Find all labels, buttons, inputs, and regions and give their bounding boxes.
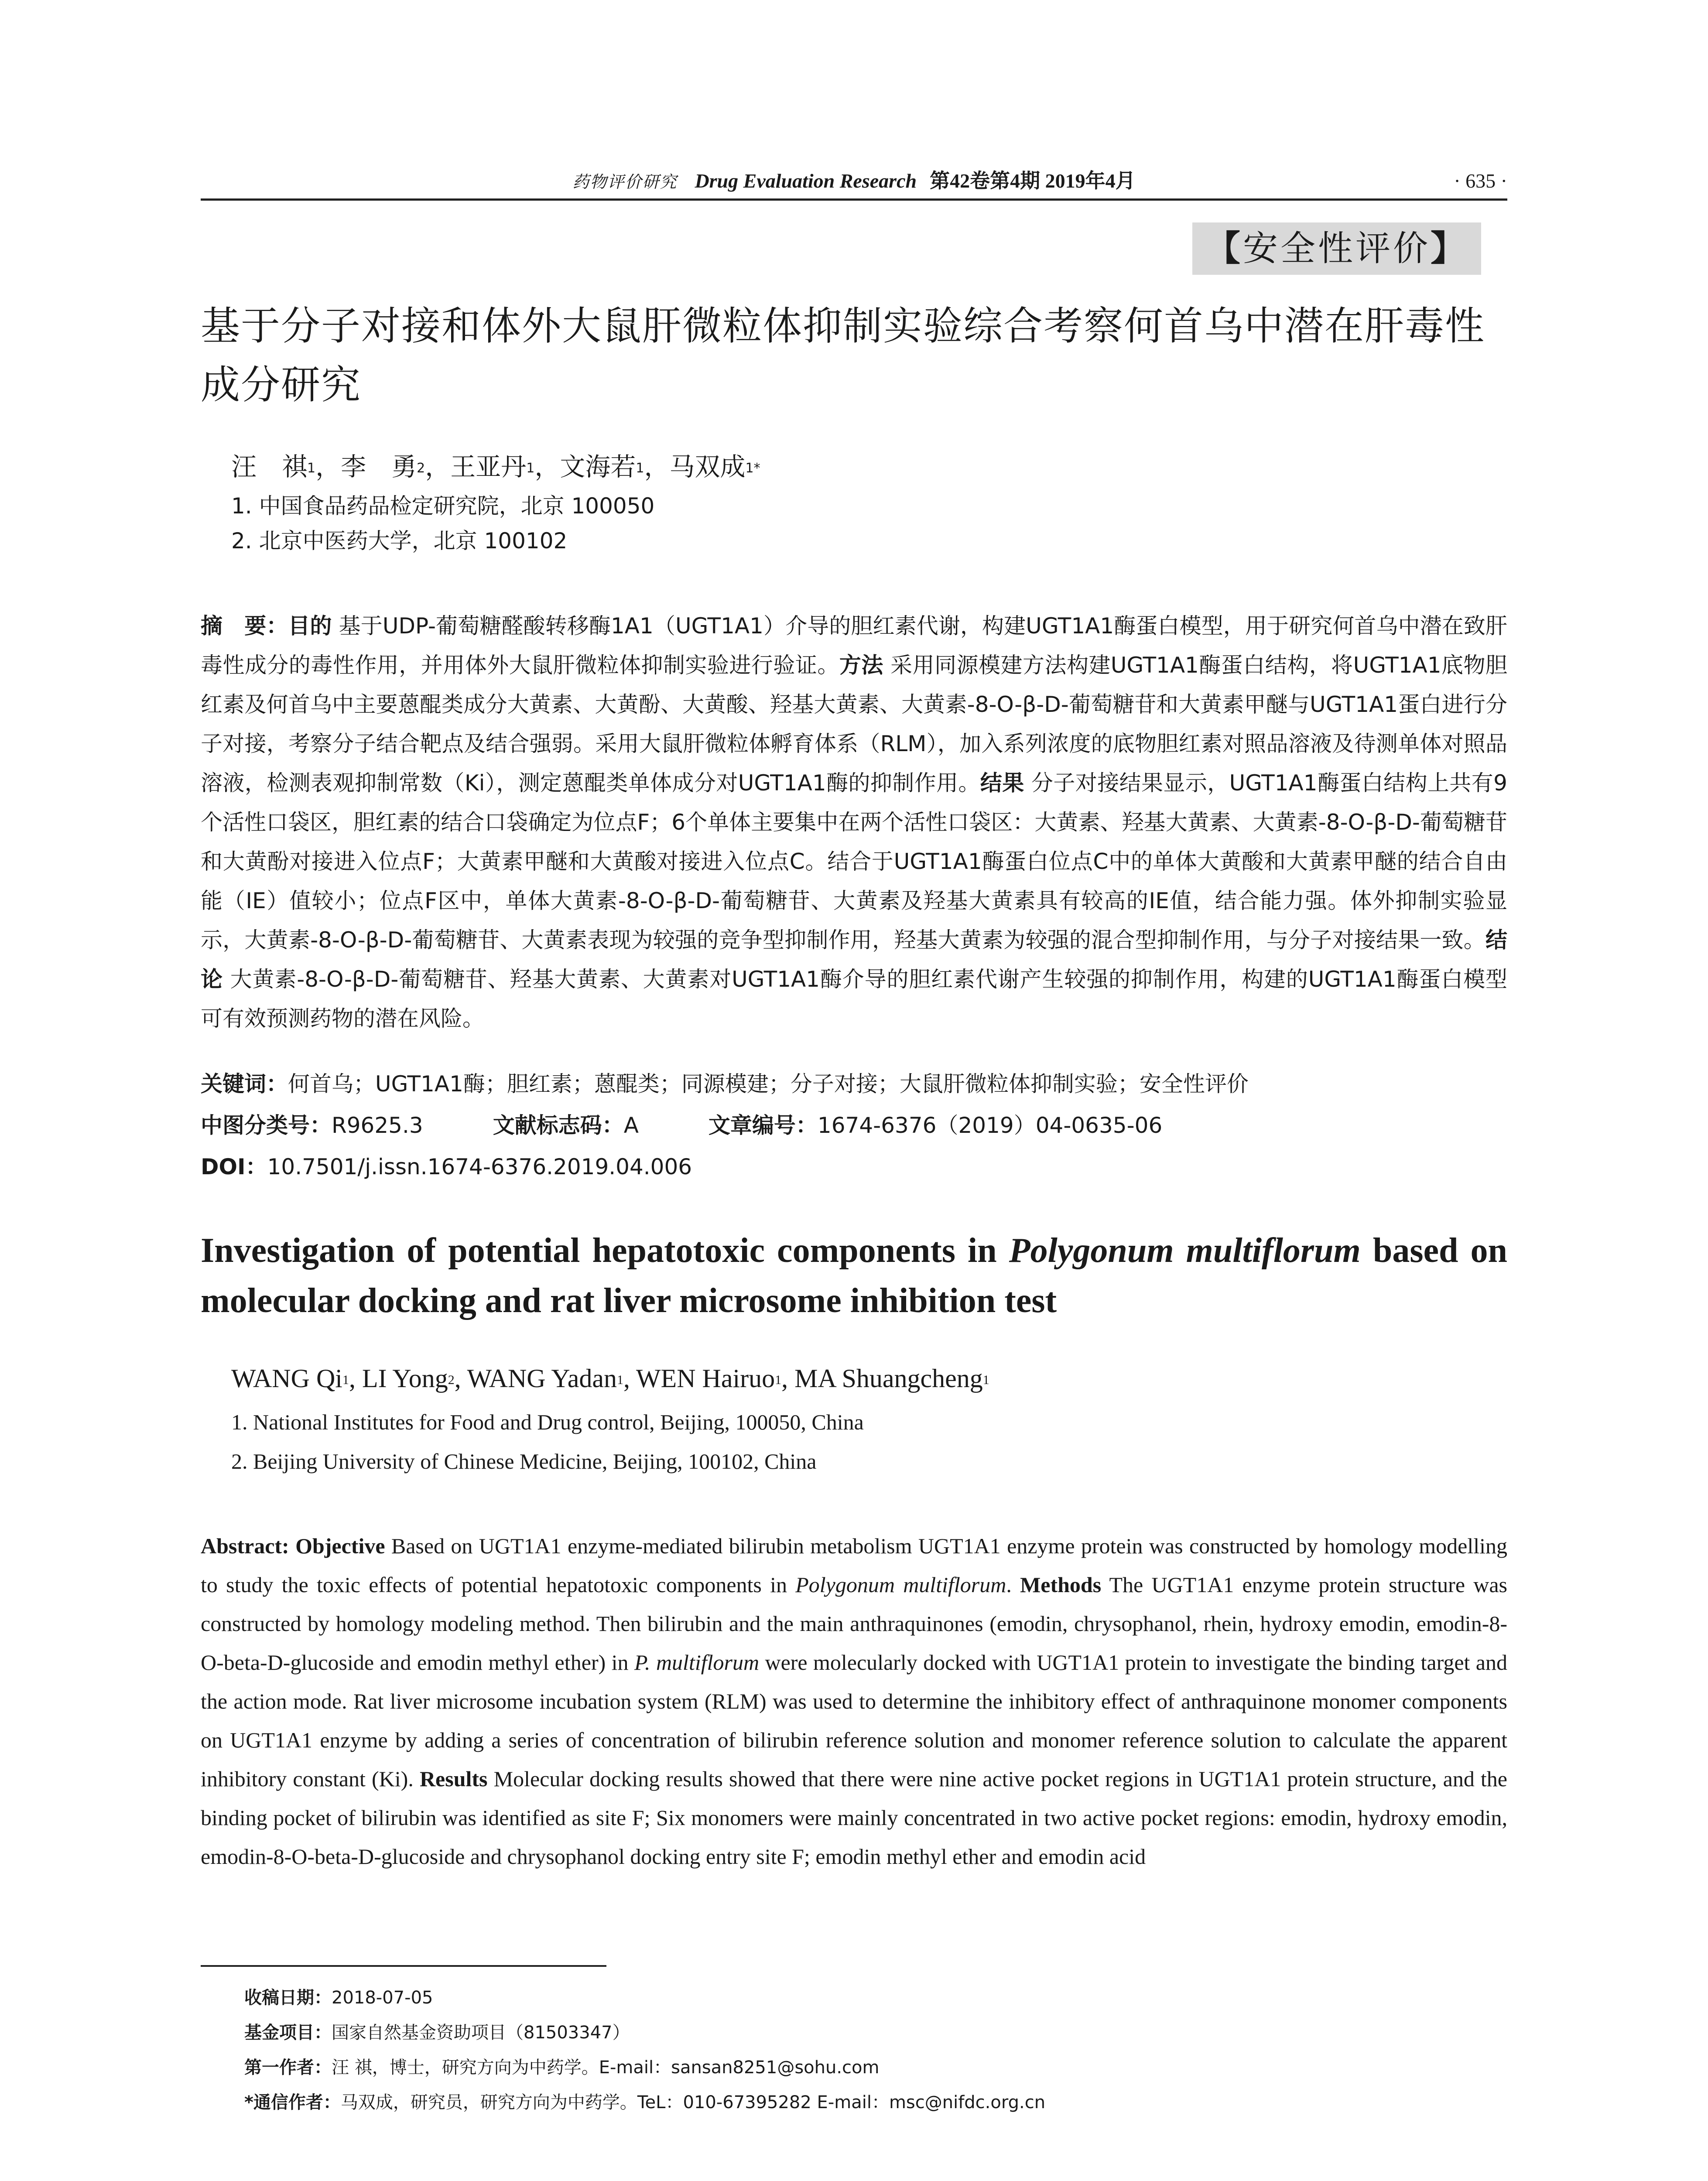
- journal-issue: 第42卷第4期 2019年4月: [930, 170, 1136, 192]
- results-label: 结果: [980, 770, 1024, 796]
- clc-value: R9625.3: [332, 1113, 423, 1138]
- author-affil-sup: 1: [342, 1373, 349, 1387]
- footnote-label: *通信作者：: [244, 2092, 341, 2113]
- objective-label: 目的: [288, 613, 332, 639]
- footnote-divider: [201, 1965, 606, 1967]
- author-en: WANG Yadan: [467, 1364, 617, 1393]
- methods-en-text-b: were molecularly docked with UGT1A1 protein to investigate the binding target and the action mode. Rat liver microsome incubation system (RLM) was used to determine the inhibitory effect of anthraquinone monomer components on UGT1A1 enzyme by adding a series of concentration of bilirubin reference solution and monomer reference solution to calculate the apparent inhibitory constant (Ki).: [201, 1650, 1507, 1791]
- abstract-en: [201, 1527, 1507, 1876]
- author-en: MA Shuangcheng: [794, 1364, 983, 1393]
- journal-line: [201, 168, 1507, 195]
- section-tag-open-bracket: 【: [1205, 228, 1243, 269]
- section-tag: [1192, 222, 1481, 275]
- journal-name-en: Drug Evaluation Research: [695, 170, 917, 192]
- footnote-text: 国家自然基金资助项目（81503347）: [332, 2023, 630, 2043]
- title-en-part1: Investigation of potential hepatotoxic components in: [201, 1231, 1009, 1270]
- methods-text: 采用同源模建方法构建UGT1A1酶蛋白结构，将UGT1A1底物胆红素及何首乌中主要蒽醌类成分大黄素、大黄酚、大黄酸、羟基大黄素、大黄素-8-O-β-D-葡萄糖苷和大黄素甲醚与UGT1A1蛋白进行分子对接，考察分子结合靶点及结合强弱。采用大鼠肝微粒体孵育体系（RLM），加入系列浓度的底物胆红素对照品溶液及待测单体对照品溶液，检测表观抑制常数（Ki），测定蒽醌类单体成分对UGT1A1酶的抑制作用。: [201, 653, 1507, 796]
- conclusion-label: 结论: [201, 927, 1507, 992]
- results-text: 分子对接结果显示，UGT1A1酶蛋白结构上共有9个活性口袋区，胆红素的结合口袋确定为位点F；6个单体主要集中在两个活性口袋区：大黄素、羟基大黄素、大黄素-8-O-β-D-葡萄糖苷和大黄酚对接进入位点F；大黄素甲醚和大黄酸对接进入位点C。结合于UGT1A1酶蛋白位点C中的单体大黄酸和大黄素甲醚的结合自由能（IE）值较小；位点F区中，单体大黄素-8-O-β-D-葡萄糖苷、大黄素及羟基大黄素具有较高的IE值，结合能力强。体外抑制实验显示，大黄素-8-O-β-D-葡萄糖苷、大黄素表现为较强的竞争型抑制作用，羟基大黄素为较强的混合型抑制作用，与分子对接结果一致。: [201, 770, 1507, 953]
- footnote-corresponding-author: [244, 2085, 1466, 2120]
- methods-en-species: P. multiflorum: [634, 1650, 760, 1675]
- author-affil-sup: 1: [307, 461, 316, 476]
- author-cn: 汪 祺: [231, 452, 308, 482]
- author-en: LI Yong: [362, 1364, 448, 1393]
- affiliation-cn-1: 1. 中国食品药品检定研究院，北京 100050: [231, 493, 655, 519]
- section-tag-label: 安全性评价: [1243, 228, 1431, 269]
- objective-en-label: Objective: [295, 1534, 385, 1558]
- footnote-text: 马双成，研究员，研究方向为中药学。TeL：010-67395282 E-mail：msc@nifdc.org.cn: [340, 2092, 1046, 2113]
- affiliation-en-2: 2. Beijing University of Chinese Medicine, Beijing, 100102, China: [231, 1449, 817, 1473]
- abstract-cn: [201, 606, 1507, 1038]
- footnote-label: 收稿日期：: [244, 1988, 332, 2008]
- author-affil-sup: 2: [448, 1373, 455, 1387]
- affiliation-cn-2: 2. 北京中医药大学，北京 100102: [231, 528, 568, 554]
- doc-code-value: A: [623, 1113, 639, 1138]
- author-affil-sup: 1: [526, 461, 535, 476]
- author-affil-sup: 1: [982, 1373, 989, 1387]
- section-tag-close-bracket: 】: [1431, 228, 1468, 269]
- footnote-received: [244, 1980, 1466, 2015]
- footnote-label: 第一作者：: [244, 2058, 332, 2078]
- results-en-text: Molecular docking results showed that there were nine active pocket regions in UGT1A1 protein structure, and the binding pocket of bilirubin was identified as site F; Six monomers were mainly concentrated in two active pocket regions: emodin, hydroxy emodin, emodin-8-O-beta-D-glucoside and chrysophanol docking entry site F; emodin methyl ether and emodin acid: [201, 1767, 1507, 1869]
- keywords-text: 何首乌；UGT1A1酶；胆红素；蒽醌类；同源模建；分子对接；大鼠肝微粒体抑制实验；安全性评价: [288, 1071, 1249, 1097]
- conclusion-text: 大黄素-8-O-β-D-葡萄糖苷、羟基大黄素、大黄素对UGT1A1酶介导的胆红素代谢产生较强的抑制作用，构建的UGT1A1酶蛋白模型可有效预测药物的潜在风险。: [201, 967, 1507, 1031]
- author-affil-sup: 2: [417, 461, 425, 476]
- footnotes: [244, 1980, 1466, 2120]
- abstract-cn-label: 摘 要：: [201, 613, 288, 639]
- author-en: WANG Qi: [231, 1364, 342, 1393]
- author-affil-sup: 1: [636, 461, 644, 476]
- methods-en-label: Methods: [1020, 1573, 1102, 1597]
- results-en-label: Results: [419, 1767, 488, 1791]
- title-en-part2: based on molecular docking and rat liver microsome inhibition test: [201, 1231, 1507, 1320]
- objective-en-species: Polygonum multiflorum: [795, 1573, 1006, 1597]
- objective-en-text-a: Based on UGT1A1 enzyme-mediated bilirubin metabolism UGT1A1 enzyme protein was constructed by homology modelling to study the toxic effects of potential hepatotoxic components in: [201, 1534, 1507, 1597]
- doi-line: [201, 1149, 1507, 1184]
- page-number: · 635 ·: [1454, 170, 1507, 192]
- author-cn: 马双成: [669, 452, 746, 482]
- author-affil-sup: 1: [775, 1373, 782, 1387]
- author-cn: 李 勇: [341, 452, 417, 482]
- footnote-label: 基金项目：: [244, 2023, 332, 2043]
- authors-cn: 汪 祺$^1$，李 勇$^2$，王亚丹$^1$，文海若$^1$，马双成$^{1*}$: [231, 452, 760, 482]
- affiliation-en-1: 1. National Institutes for Food and Drug control, Beijing, 100050, China: [231, 1410, 864, 1434]
- author-cn: 文海若: [560, 452, 636, 482]
- author-cn: 王亚丹: [450, 452, 527, 482]
- classification-line: [201, 1108, 1507, 1143]
- footnote-text: 2018-07-05: [332, 1988, 433, 2008]
- article-no-value: 1674-6376（2019）04-0635-06: [817, 1113, 1163, 1138]
- clc-label: 中图分类号：: [201, 1113, 332, 1138]
- objective-text: 基于UDP-葡萄糖醛酸转移酶1A1（UGT1A1）介导的胆红素代谢，构建UGT1A1酶蛋白模型，用于研究何首乌中潜在致肝毒性成分的毒性作用，并用体外大鼠肝微粒体抑制实验进行验证。: [201, 613, 1508, 678]
- methods-en-text-a: The UGT1A1 enzyme protein structure was constructed by homology modeling method. Then bilirubin and the main anthraquinones (emodin, chrysophanol, rhein, hydroxy emodin, emodin-8-O-beta-D-glucoside and emodin methyl ether) in: [201, 1573, 1507, 1675]
- title-en-species: Polygonum multiflorum: [1009, 1231, 1361, 1270]
- running-header: [201, 168, 1507, 201]
- doi-label: DOI：: [201, 1154, 267, 1179]
- keywords-cn: [201, 1067, 1507, 1101]
- authors-en: WANG Qi$^1$, LI Yong$^2$, WANG Yadan$^1$, WEN Hairuo$^1$, MA Shuangcheng$^1$: [231, 1364, 989, 1393]
- keywords-label: 关键词：: [201, 1071, 288, 1097]
- objective-en-text-b: .: [1006, 1573, 1012, 1597]
- doi-value: 10.7501/j.issn.1674-6376.2019.04.006: [267, 1154, 692, 1179]
- methods-label: 方法: [839, 653, 883, 678]
- title-cn: 基于分子对接和体外大鼠肝微粒体抑制实验综合考察何首乌中潜在肝毒性成分研究: [201, 303, 1485, 408]
- author-en: WEN Hairuo: [636, 1364, 775, 1393]
- abstract-en-label: Abstract:: [201, 1534, 289, 1558]
- footnote-first-author: [244, 2050, 1466, 2085]
- footnote-text: 汪 祺，博士，研究方向为中药学。E-mail：sansan8251@sohu.com: [332, 2058, 880, 2078]
- title-en: [201, 1226, 1507, 1326]
- footnote-funding: [244, 2015, 1466, 2050]
- doc-code-label: 文献标志码：: [493, 1113, 624, 1138]
- journal-logo-cn: 药物评价研究: [572, 172, 678, 191]
- author-affil-sup: 1*: [745, 461, 760, 476]
- author-affil-sup: 1: [616, 1373, 623, 1387]
- article-no-label: 文章编号：: [708, 1113, 818, 1138]
